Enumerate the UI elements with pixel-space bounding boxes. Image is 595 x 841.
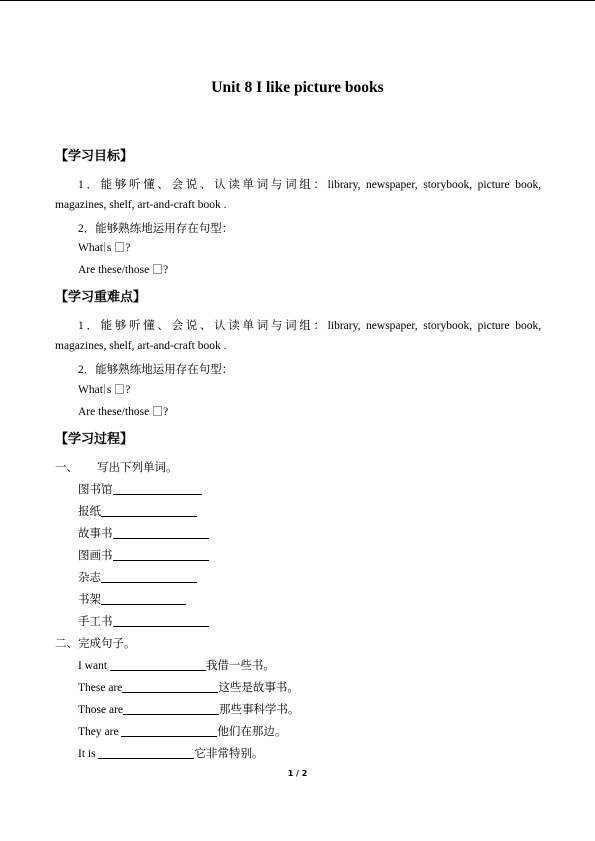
part1-title: 写出下列单词。	[97, 462, 178, 474]
objectives-question1: What s ?	[78, 242, 131, 254]
answer-blank[interactable]	[101, 505, 197, 517]
sentence-item: It is 它非常特别。	[78, 748, 264, 760]
answer-blank[interactable]	[121, 725, 217, 737]
blank-box-icon	[153, 406, 162, 416]
word-item: 手工书	[78, 613, 209, 629]
objectives-item2: 2．能够熟练地运用存在句型：	[78, 223, 234, 235]
answer-blank[interactable]	[113, 483, 202, 495]
key-points-question2: Are these/those ?	[78, 406, 169, 418]
word-item: 杂志	[78, 569, 197, 585]
word-item: 图书馆	[78, 481, 202, 497]
word-item: 故事书	[78, 525, 209, 541]
blank-box-icon	[115, 384, 124, 394]
answer-blank[interactable]	[101, 571, 197, 583]
objectives-question2: Are these/those ?	[78, 264, 169, 276]
word-item: 书架	[78, 591, 186, 607]
answer-blank[interactable]	[101, 593, 186, 605]
blank-box-icon	[115, 242, 124, 252]
objectives-item1: 1．能够听懂、会说、认读单词与词组：library, newspaper, storybook, picture book,	[78, 179, 542, 191]
key-points-item2: 2．能够熟练地运用存在句型：	[78, 364, 234, 376]
blank-box-icon	[153, 264, 162, 274]
answer-blank[interactable]	[98, 747, 194, 759]
sentence-item: Those are 那些事科学书。	[78, 704, 300, 716]
section-heading-key-points: 【学习重难点】	[55, 290, 147, 305]
page-title: Unit 8 I like picture books	[211, 79, 384, 96]
answer-blank[interactable]	[122, 681, 218, 693]
answer-blank[interactable]	[110, 659, 206, 671]
answer-blank[interactable]	[113, 615, 209, 627]
word-item: 图画书	[78, 547, 209, 563]
part2-title: 二、完成句子。	[55, 638, 136, 650]
top-rule	[0, 0, 595, 1]
page-number: 1 / 2	[287, 769, 308, 778]
key-points-item1-cont: magazines, shelf, art-and-craft book .	[55, 340, 227, 352]
answer-blank[interactable]	[113, 527, 209, 539]
answer-blank[interactable]	[113, 549, 209, 561]
word-item: 报纸	[78, 503, 197, 519]
section-heading-objectives: 【学习目标】	[55, 149, 134, 164]
sentence-item: I want 我借一些书。	[78, 660, 275, 672]
key-points-question1: What s ?	[78, 384, 131, 396]
sentence-item: These are 这些是故事书。	[78, 682, 299, 694]
sentence-item: They are 他们在那边。	[78, 726, 287, 738]
part1-number: 一、	[55, 462, 78, 474]
objectives-item1-cont: magazines, shelf, art-and-craft book .	[55, 199, 227, 211]
key-points-item1: 1．能够听懂、会说、认读单词与词组：library, newspaper, storybook, picture book,	[78, 320, 542, 332]
section-heading-process: 【学习过程】	[55, 432, 134, 447]
answer-blank[interactable]	[123, 703, 219, 715]
